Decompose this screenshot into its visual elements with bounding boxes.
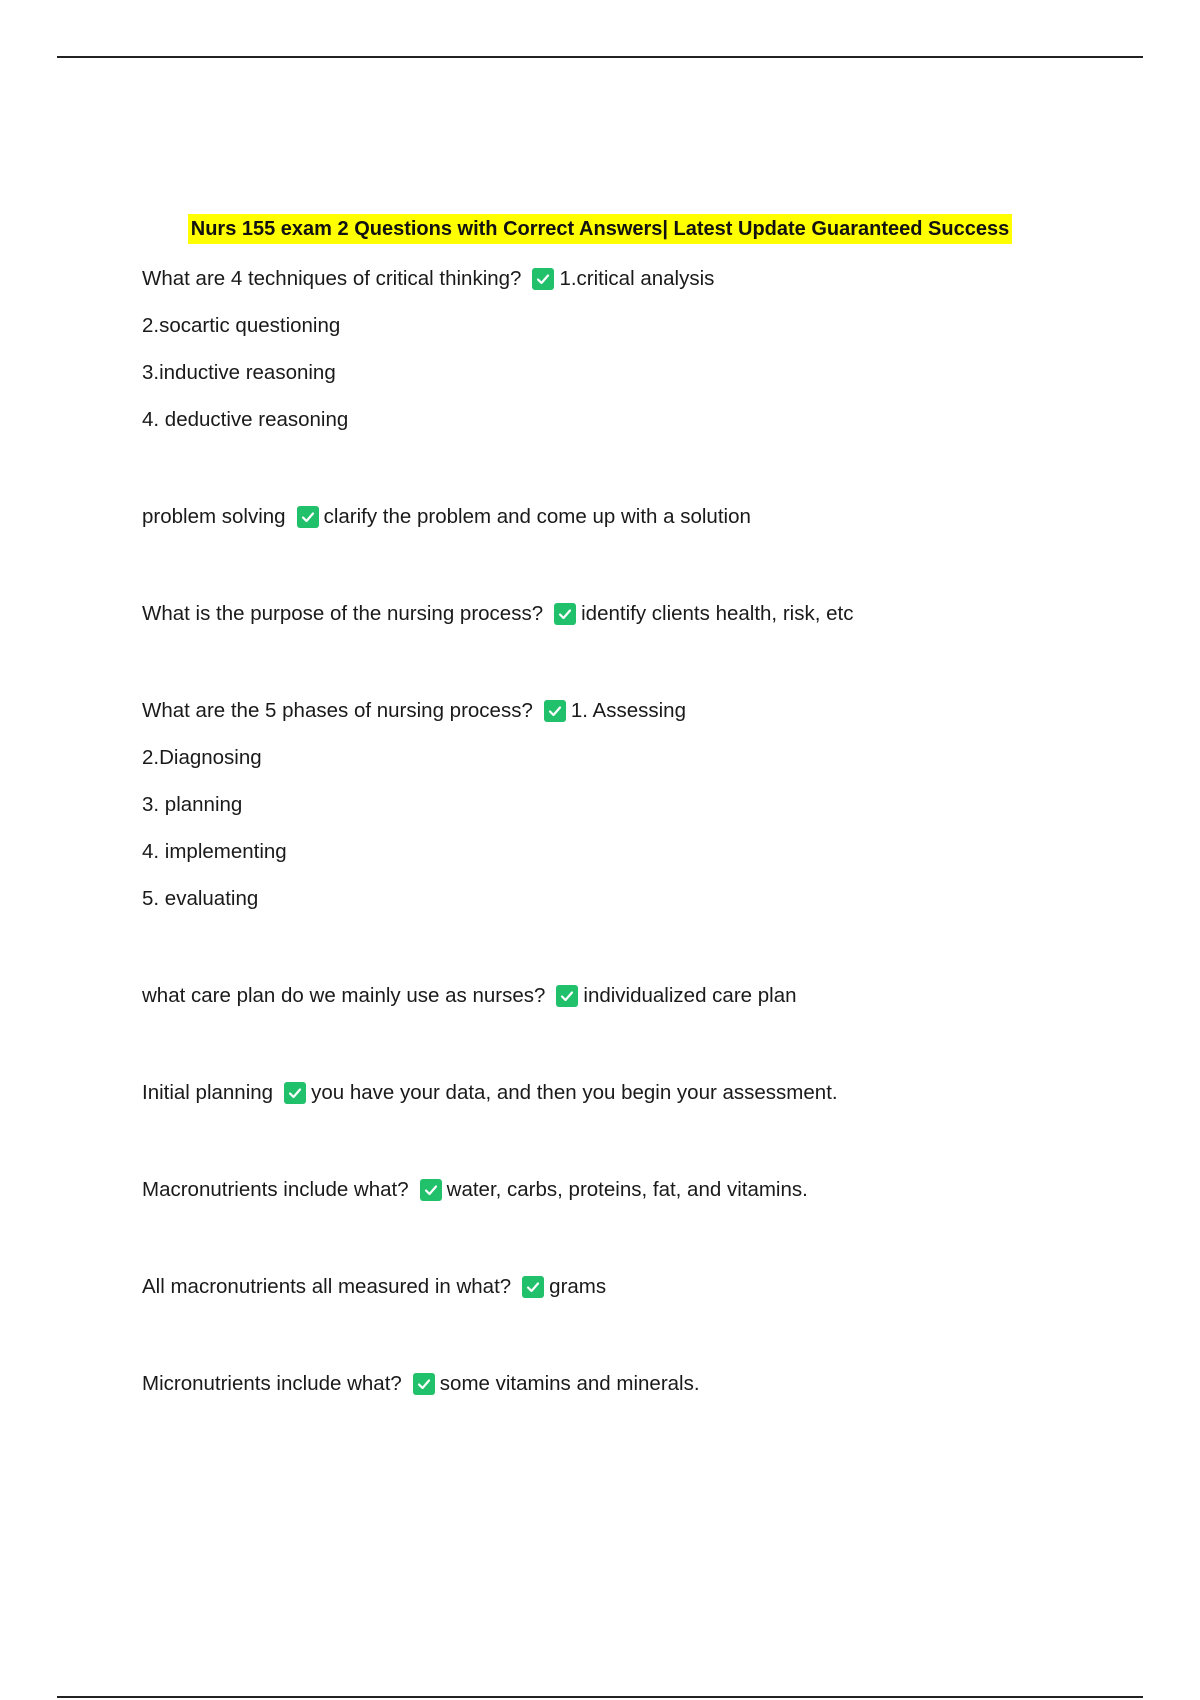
qa-list bbox=[142, 264, 1142, 1416]
check-mark-icon bbox=[532, 268, 554, 290]
question-text: Initial planning bbox=[142, 1081, 274, 1104]
check-mark-icon bbox=[544, 700, 566, 722]
question-text: problem solving bbox=[142, 505, 286, 528]
answer-continuation: 4. deductive reasoning bbox=[142, 408, 349, 431]
question-text: What is the purpose of the nursing process? bbox=[142, 602, 544, 625]
title-block bbox=[0, 214, 1200, 244]
check-mark-icon bbox=[297, 506, 319, 528]
qa-item bbox=[142, 1175, 1142, 1205]
qa-item bbox=[142, 1272, 1142, 1302]
qa-item bbox=[142, 599, 1142, 629]
answer-text: clarify the problem and come up with a solution bbox=[323, 505, 751, 528]
answer-continuation: 3.inductive reasoning bbox=[142, 361, 336, 384]
qa-item bbox=[142, 1369, 1142, 1399]
check-mark-icon bbox=[522, 1276, 544, 1298]
answer-text: individualized care plan bbox=[583, 984, 797, 1007]
answer-text: identify clients health, risk, etc bbox=[581, 602, 854, 625]
qa-item bbox=[142, 1078, 1142, 1108]
answer-text: grams bbox=[549, 1275, 607, 1298]
question-text: Micronutrients include what? bbox=[142, 1372, 402, 1395]
answer-text: you have your data, and then you begin your assessment. bbox=[311, 1081, 838, 1104]
answer-continuation: 3. planning bbox=[142, 793, 243, 816]
qa-item bbox=[142, 502, 1142, 532]
footer-rule bbox=[57, 1696, 1143, 1698]
question-text: What are 4 techniques of critical thinking? bbox=[142, 267, 522, 290]
qa-item bbox=[142, 264, 1142, 294]
question-text: Macronutrients include what? bbox=[142, 1178, 409, 1201]
header-rule bbox=[57, 56, 1143, 58]
answer-continuation: 2.Diagnosing bbox=[142, 746, 262, 769]
answer-text: 1. Assessing bbox=[570, 699, 686, 722]
qa-item bbox=[142, 696, 1142, 726]
question-text: what care plan do we mainly use as nurses? bbox=[142, 984, 546, 1007]
question-text: All macronutrients all measured in what? bbox=[142, 1275, 512, 1298]
check-mark-icon bbox=[556, 985, 578, 1007]
check-mark-icon bbox=[284, 1082, 306, 1104]
check-mark-icon bbox=[420, 1179, 442, 1201]
answer-text: water, carbs, proteins, fat, and vitamins. bbox=[446, 1178, 808, 1201]
answer-text: some vitamins and minerals. bbox=[439, 1372, 700, 1395]
answer-continuation: 5. evaluating bbox=[142, 887, 259, 910]
answer-continuation: 2.socartic questioning bbox=[142, 314, 341, 337]
answer-continuation: 4. implementing bbox=[142, 840, 287, 863]
question-text: What are the 5 phases of nursing process? bbox=[142, 699, 533, 722]
answer-text: 1.critical analysis bbox=[559, 267, 715, 290]
check-mark-icon bbox=[413, 1373, 435, 1395]
qa-item bbox=[142, 981, 1142, 1011]
check-mark-icon bbox=[554, 603, 576, 625]
document-title: Nurs 155 exam 2 Questions with Correct Answers| Latest Update Guaranteed Success bbox=[188, 214, 1012, 244]
